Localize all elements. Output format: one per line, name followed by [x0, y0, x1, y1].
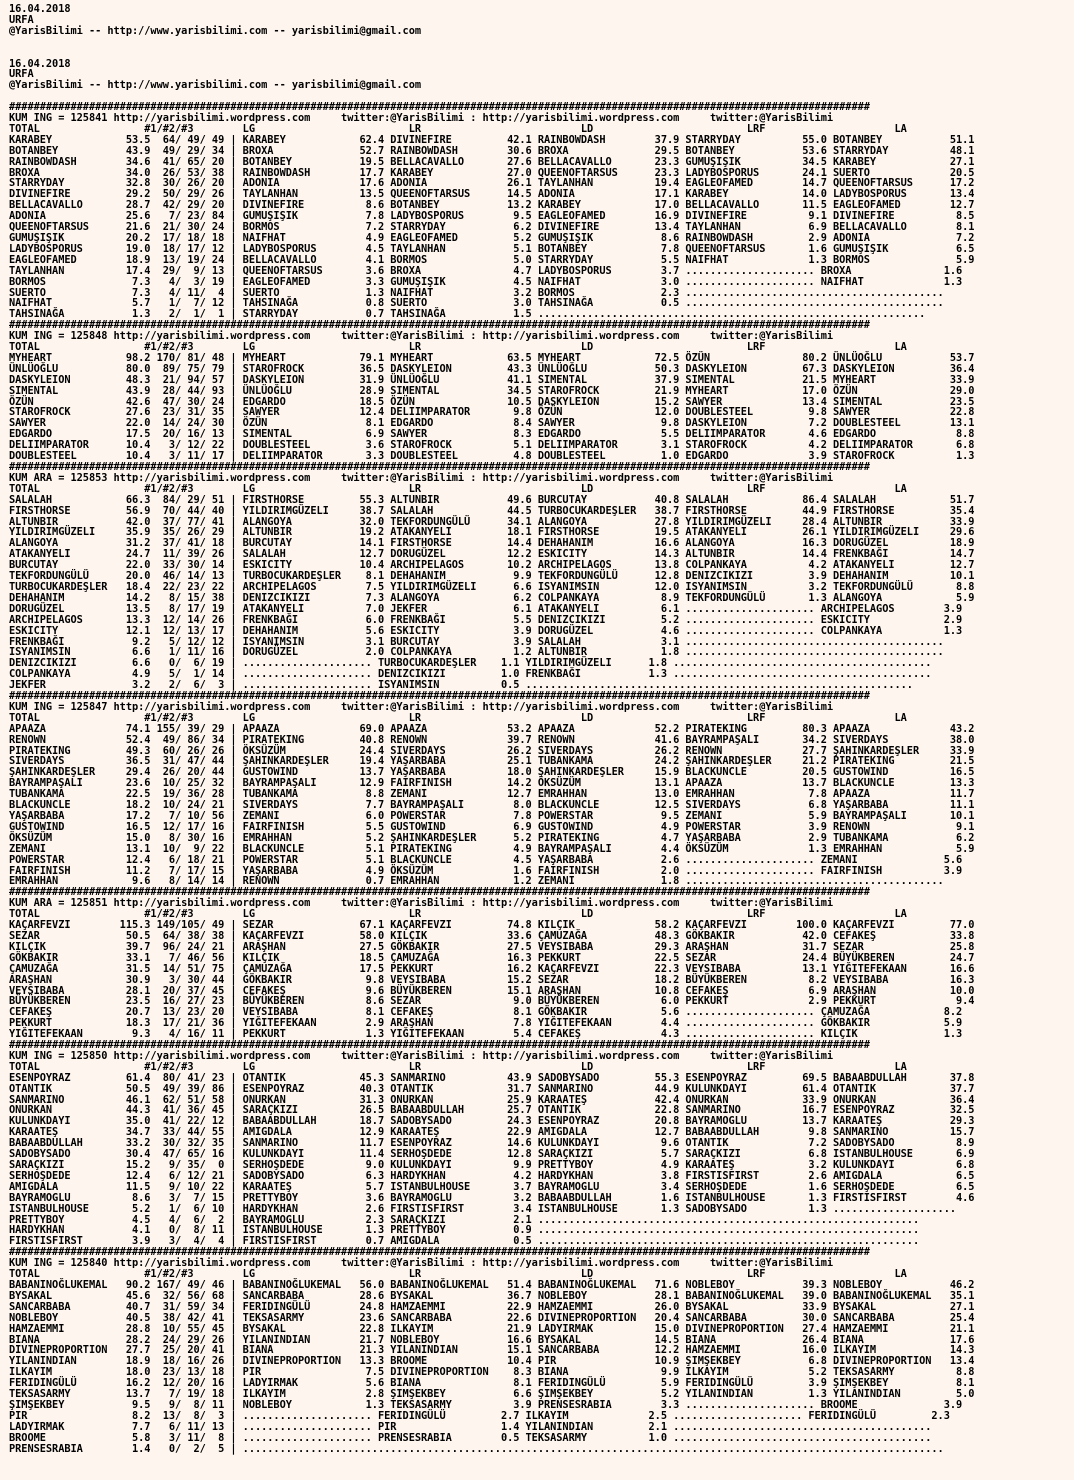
table-row: ILKAYIM 18.0 23/ 13/ 18 | PIR 7.5 DIVINEPROPORTION 8.3 BIANA 9.9 ILKAYIM 5.2 TEKSASARMY 8.8 — [9, 1366, 975, 1379]
table-row: KILÇIK 39.7 96/ 24/ 21 | ARAŞHAN 27.5 GÖKBAKIR 27.5 VEYSIBABA 29.3 ARAŞHAN 31.7 SEZAR 25.8 — [9, 940, 975, 953]
table-row: SEZAR 50.5 64/ 38/ 38 | KAÇARFEVZI 58.0 KILÇIK 33.6 ÇAMUZAĞA 48.3 GÖKBAKIR 42.0 CEFAKEŞ 33.8 — [9, 929, 975, 942]
table-row: STAROFROCK 27.6 23/ 31/ 35 | SAWYER 12.4 DELIIMPARATOR 9.8 ÖZÜN 12.0 DOUBLESTEEL 9.8 SAWYER 22.8 — [9, 406, 975, 419]
header-spacer — [9, 48, 1071, 59]
table-row: BIANA 28.2 24/ 29/ 26 | YILANINDIAN 21.7 NOBLEBOY 16.6 BYSAKAL 14.5 BIANA 26.4 BIANA 17.6 — [9, 1333, 975, 1346]
table-row: BABANINOĞLUKEMAL 90.2 167/ 49/ 46 | BABANINOĞLUKEMAL 56.0 BABANINOĞLUKEMAL 51.4 BABANINOĞLUKEMAL 71.6 NOBLEBOY 39.3 NOBLEBOY 46.2 — [9, 1278, 975, 1291]
header-block-1 — [9, 4, 1071, 37]
table-row: POWERSTAR 12.4 6/ 18/ 21 | POWERSTAR 5.1 BLACKUNCLE 4.5 YAŞARBABA 2.6 ..................... ZEMANI 5.6 — [9, 853, 963, 866]
separator-line: ############################################################################################################################################ — [9, 691, 870, 702]
separator-line: ############################################################################################################################################ — [9, 102, 870, 114]
table-row: FIRSTISFIRST 3.9 3/ 4/ 4 | FIRSTISFIRST 0.7 AMIGDALA 0.5 .............................................................. — [9, 1235, 920, 1248]
table-row: ŞIMŞEKBEY 9.5 9/ 8/ 11 | NOBLEBOY 1.3 TEKSASARMY 3.9 PRENSESRABIA 3.3 ..................... BROOME 3.9 — [9, 1398, 963, 1411]
table-row: ATAKANYELI 24.7 11/ 39/ 26 | SALALAH 12.7 DORUGÜZEL 12.2 ESKICITY 14.3 ALTUNBIR 14.4 FRENKBAĞI 14.7 — [9, 548, 975, 561]
table-row: APAAZA 74.1 155/ 39/ 29 | APAAZA 69.0 APAAZA 53.2 APAAZA 52.2 PIRATEKING 80.3 APAAZA 43.2 — [9, 722, 975, 735]
table-row: DORUGÜZEL 13.5 8/ 17/ 19 | ATAKANYELI 7.0 JEKFER 6.1 ATAKANYELI 6.1 ..................... ARCHIPELAGOS 3.9 — [9, 602, 963, 615]
table-row: DIVINEFIRE 29.2 50/ 29/ 26 | TAYLANHAN 13.5 QUEENOFTARSUS 14.5 ADONIA 17.1 KARABEY 14.0 LADYBOSPORUS 13.4 — [9, 188, 975, 201]
table-row: GUMUŞIŞIK 20.2 17/ 18/ 18 | NAIFHAT 4.9 EAGLEOFAMED 5.2 GUMUŞIŞIK 8.6 RAINBOWDASH 2.9 ADONIA 7.2 — [9, 231, 975, 244]
table-row: TAYLANHAN 17.4 29/ 9/ 13 | QUEENOFTARSUS 3.6 BROXA 4.7 LADYBOSPORUS 3.7 ..................... BROXA 1.6 — [9, 264, 963, 277]
table-row: BROXA 34.0 26/ 53/ 38 | RAINBOWDASH 17.7 KARABEY 27.0 QUEENOFTARSUS 23.3 LADYBOSPORUS 24.1 SUERTO 20.5 — [9, 166, 975, 179]
header-contact: @YarisBilimi -- http://www.yarisbilimi.com -- yarisbilimi@gmail.com — [9, 79, 422, 92]
table-row: KARABEY 53.5 64/ 49/ 49 | KARABEY 62.4 DIVINEFIRE 42.1 RAINBOWDASH 37.9 STARRYDAY 55.0 BOTANBEY 51.1 — [9, 133, 975, 146]
race-report-document — [9, 4, 1071, 1478]
table-row: SIVERDAYS 36.5 31/ 47/ 44 | ŞAHINKARDEŞLER 19.4 YAŞARBABA 25.1 TUBANKAMA 24.2 ŞAHINKARDEŞLER 21.2 PIRATEKING 21.5 — [9, 755, 975, 768]
header-contact: @YarisBilimi -- http://www.yarisbilimi.com -- yarisbilimi@gmail.com — [9, 24, 422, 37]
race-block — [9, 1247, 1071, 1454]
table-row: SADOBYSADO 30.4 47/ 65/ 16 | KULUNKDAYI 11.4 SERHOŞDEDE 12.8 SARAÇKIZI 5.7 SARAÇKIZI 6.8 ISTANBULHOUSE 6.9 — [9, 1148, 975, 1161]
table-row: DENIZCIKIZI 6.6 0/ 6/ 19 | ..................... TURBOCUKARDEŞLER 1.1 YILDIRIMGÜZELI 1.8 .......................................... — [9, 657, 932, 670]
table-row: DELIIMPARATOR 10.4 3/ 12/ 22 | DOUBLESTEEL 3.6 STAROFROCK 5.1 DELIIMPARATOR 3.1 STAROFROCK 4.2 DELIIMPARATOR 6.8 — [9, 439, 975, 452]
table-row: DASKYLEION 48.3 21/ 94/ 57 | DASKYLEION 31.9 ÜNLÜOĞLU 41.1 SIMENTAL 37.9 SIMENTAL 21.5 MYHEART 33.9 — [9, 373, 975, 386]
table-row: OTANTIK 50.5 49/ 39/ 86 | ESENPOYRAZ 40.3 OTANTIK 31.7 SANMARINO 44.9 KULUNKDAYI 61.4 OTANTIK 37.7 — [9, 1082, 975, 1095]
race-title: KUM ING = 125847 http://yarisbilimi.wordpress.com twitter:@YarisBilimi : http://yarisbilimi.wordpress.com twitter:@YarisBilimi — [9, 700, 834, 713]
table-row: BURCUTAY 22.0 33/ 30/ 14 | ESKICITY 10.4 ARCHIPELAGOS 10.2 ARCHIPELAGOS 13.8 COLPANKAYA 4.2 ATAKANYELI 12.7 — [9, 559, 975, 572]
table-row: VEYSIBABA 28.1 20/ 37/ 45 | CEFAKEŞ 9.6 BÜYÜKBEREN 15.1 ARAŞHAN 10.8 CEFAKEŞ 6.9 ARAŞHAN 10.0 — [9, 984, 975, 997]
race-title: KUM ING = 125850 http://yarisbilimi.wordpress.com twitter:@YarisBilimi : http://yarisbilimi.wordpress.com twitter:@YarisBilimi — [9, 1049, 834, 1062]
table-row: KULUNKDAYI 35.0 41/ 22/ 12 | BABAABDULLAH 18.7 SADOBYSADO 24.3 ESENPOYRAZ 20.8 BAYRAMOGLU 13.7 KARAATEŞ 29.3 — [9, 1115, 975, 1128]
race-block — [9, 1040, 1071, 1247]
header-spacer — [9, 91, 1071, 102]
table-row: PRENSESRABIA 1.4 0/ 2/ 5 | .................................................................................................................. — [9, 1442, 944, 1455]
table-row: NAIFHAT 5.7 1/ 7/ 12 | TAHSINAĞA 0.8 SUERTO 3.0 TAHSINAĞA 0.5 .......................................... — [9, 297, 944, 310]
table-row: STARRYDAY 32.8 30/ 26/ 20 | ADONIA 17.6 ADONIA 26.1 TAYLANHAN 19.4 EAGLEOFAMED 14.7 QUEENOFTARSUS 17.2 — [9, 177, 975, 190]
table-row: PRETTYBOY 4.5 4/ 6/ 2 | BAYRAMOGLU 2.3 SARAÇKIZI 2.1 .............................................................. — [9, 1213, 920, 1226]
header-date: 16.04.2018 — [9, 57, 71, 70]
table-row: BAYRAMOGLU 8.6 3/ 7/ 15 | PRETTYBOY 3.6 BAYRAMOGLU 3.2 BABAABDULLAH 1.6 ISTANBULHOUSE 1.3 FIRSTISFIRST 4.6 — [9, 1191, 975, 1204]
table-row: PIRATEKING 49.3 60/ 26/ 26 | ÖKSÜZÜM 24.4 SIVERDAYS 26.2 SIVERDAYS 26.2 RENOWN 27.7 ŞAHINKARDEŞLER 33.9 — [9, 744, 975, 757]
table-row: BLACKUNCLE 18.2 10/ 24/ 21 | SIVERDAYS 7.7 BAYRAMPAŞALI 8.0 BLACKUNCLE 12.5 SIVERDAYS 6.8 YAŞARBABA 11.1 — [9, 799, 975, 812]
table-row: YILDIRIMGÜZELI 35.9 35/ 26/ 29 | ALTUNBIR 19.2 ATAKANYELI 18.1 FIRSTHORSE 19.5 ATAKANYELI 26.1 YILDIRIMGÜZELI 29.6 — [9, 526, 975, 539]
table-row: HARDYKHAN 4.1 0/ 8/ 11 | ISTANBULHOUSE 1.3 PRETTYBOY 0.9 .............................................................. — [9, 1224, 920, 1237]
table-row: DIVINEPROPORTION 27.7 25/ 20/ 41 | BIANA 21.3 YILANINDIAN 15.1 SANCARBABA 12.2 HAMZAEMMI 16.0 ILKAYIM 14.3 — [9, 1344, 975, 1357]
table-row: RENOWN 52.4 49/ 86/ 34 | PIRATEKING 40.8 RENOWN 39.7 RENOWN 41.6 BAYRAMPAŞALI 34.2 SIVERDAYS 38.0 — [9, 733, 975, 746]
table-row: BROOME 5.8 3/ 11/ 8 | ..................... PRENSESRABIA 0.5 TEKSASARMY 1.0 .......................................... — [9, 1431, 932, 1444]
table-row: DOUBLESTEEL 10.4 3/ 11/ 17 | DELIIMPARATOR 3.3 DOUBLESTEEL 4.8 DOUBLESTEEL 1.0 EDGARDO 3.9 STAROFROCK 1.3 — [9, 450, 975, 463]
table-row: EAGLEOFAMED 18.9 13/ 19/ 24 | BELLACAVALLO 4.1 BORMOS 5.0 STARRYDAY 5.5 NAIFHAT 1.3 BORMOS 5.9 — [9, 253, 975, 266]
table-row: ISYANIMSIN 6.6 1/ 11/ 16 | DORUGÜZEL 2.0 COLPANKAYA 1.2 ALTUNBIR 1.8 .......................................... — [9, 646, 944, 659]
table-row: KAÇARFEVZI 115.3 149/105/ 49 | SEZAR 67.1 KAÇARFEVZI 74.8 KILÇIK 58.2 KAÇARFEVZI 100.0 KAÇARFEVZI 77.0 — [9, 919, 975, 932]
table-row: NOBLEBOY 40.5 38/ 42/ 41 | TEKSASARMY 23.6 SANCARBABA 22.6 DIVINEPROPORTION 20.4 SANCARBABA 30.0 SANCARBABA 25.4 — [9, 1311, 975, 1324]
table-row: TAHSINAĞA 1.3 2/ 1/ 1 | STARRYDAY 0.7 TAHSINAĞA 1.5 ............................................................... — [9, 308, 926, 321]
table-row: KARAATEŞ 34.7 33/ 44/ 55 | AMIGDALA 12.9 KARAATEŞ 22.9 AMIGDALA 12.7 BABAABDULLAH 9.8 SANMARINO 15.7 — [9, 1126, 975, 1139]
table-row: ALANGOYA 31.2 37/ 41/ 18 | BURCUTAY 14.1 FIRSTHORSE 14.4 DEHAHANIM 16.6 ALANGOYA 16.3 DORUGÜZEL 18.9 — [9, 537, 975, 550]
header-city: URFA — [9, 13, 34, 26]
separator-line: ############################################################################################################################################ — [9, 1040, 870, 1051]
table-row: JEKFER 3.2 2/ 6/ 3 | ..................... ISYANIMSIN 0.5 ............................................................... — [9, 679, 913, 692]
race-title: KUM ING = 125840 http://yarisbilimi.wordpress.com twitter:@YarisBilimi : http://yarisbilimi.wordpress.com twitter:@YarisBilimi — [9, 1257, 834, 1270]
table-row: YAŞARBABA 17.2 7/ 10/ 56 | ZEMANI 6.0 POWERSTAR 7.8 POWERSTAR 9.5 ZEMANI 5.9 BAYRAMPAŞALI 10.1 — [9, 810, 975, 823]
table-row: YILANINDIAN 18.9 18/ 16/ 26 | DIVINEPROPORTION 13.3 BROOME 10.4 PIR 10.9 ŞIMŞEKBEY 6.8 DIVINEPROPORTION 13.4 — [9, 1355, 975, 1368]
table-row: CEFAKEŞ 20.7 13/ 23/ 20 | VEYSIBABA 8.1 CEFAKEŞ 8.1 GÖKBAKIR 5.6 ..................... ÇAMUZAĞA 8.2 — [9, 1006, 963, 1019]
table-row: BOTANBEY 43.9 49/ 29/ 34 | BROXA 52.7 RAINBOWDASH 30.6 BROXA 29.5 BOTANBEY 53.6 STARRYDAY 48.1 — [9, 144, 975, 157]
table-row: TUBANKAMA 22.5 19/ 36/ 28 | TUBANKAMA 8.8 ZEMANI 12.7 EMRAHHAN 13.0 EMRAHHAN 7.8 APAAZA 11.7 — [9, 788, 975, 801]
table-row: SALALAH 66.3 84/ 29/ 51 | FIRSTHORSE 55.3 ALTUNBIR 49.6 BURCUTAY 40.8 SALALAH 86.4 SALALAH 51.7 — [9, 493, 975, 506]
race-block — [9, 102, 1071, 320]
table-row: BAYRAMPAŞALI 23.6 10/ 25/ 32 | BAYRAMPAŞALI 12.9 FAIRFINISH 14.2 ÖKSÜZÜM 13.1 APAAZA 13.7 BLACKUNCLE 13.3 — [9, 777, 975, 790]
column-headers: TOTAL #1/#2/#3 LG LR LD LRF LA — [9, 341, 907, 354]
header-block-2 — [9, 59, 1071, 92]
header-city: URFA — [9, 68, 34, 81]
table-row: TURBOCUKARDEŞLER 18.4 22/ 23/ 22 | ARCHIPELAGOS 7.5 YILDIRIMGÜZELI 6.6 ISYANIMSIN 12.0 ISYANIMSIN 3.2 TEKFORDUNGÜLÜ 8.8 — [9, 580, 975, 593]
column-headers: TOTAL #1/#2/#3 LG LR LD LRF LA — [9, 1060, 907, 1073]
table-row: ÜNLÜOĞLU 80.0 89/ 75/ 79 | STAROFROCK 36.5 DASKYLEION 43.3 ÜNLÜOĞLU 50.3 DASKYLEION 67.3 DASKYLEION 36.4 — [9, 362, 975, 375]
separator-line: ############################################################################################################################################ — [9, 320, 870, 332]
table-row: EDGARDO 17.5 20/ 16/ 13 | SIMENTAL 6.9 SAWYER 8.3 EDGARDO 5.5 DELIIMPARATOR 4.6 EDGARDO 8.8 — [9, 428, 975, 441]
header-date: 16.04.2018 — [9, 4, 71, 15]
table-row: ŞAHINKARDEŞLER 29.4 26/ 20/ 44 | GUSTOWIND 13.7 YAŞARBABA 18.0 ŞAHINKARDEŞLER 15.9 BLACKUNCLE 20.5 GUSTOWIND 16.5 — [9, 766, 975, 779]
table-row: BORMOS 7.3 4/ 3/ 19 | EAGLEOFAMED 3.3 GUMUŞIŞIK 4.5 NAIFHAT 3.0 ..................... NAIFHAT 1.3 — [9, 275, 963, 288]
table-row: SANMARINO 46.1 62/ 51/ 58 | ONURKAN 31.3 ONURKAN 25.9 KARAATEŞ 42.4 ONURKAN 33.9 ONURKAN 36.4 — [9, 1093, 975, 1106]
table-row: ÖKSÜZÜM 15.0 8/ 30/ 16 | EMRAHHAN 5.2 ŞAHINKARDEŞLER 5.2 PIRATEKING 4.7 YAŞARBABA 2.9 TUBANKAMA 6.2 — [9, 831, 975, 844]
race-block — [9, 462, 1071, 691]
table-row: ESKICITY 12.1 12/ 13/ 17 | DEHAHANIM 5.6 ESKICITY 3.9 DORUGÜZEL 4.6 ..................... COLPANKAYA 1.3 — [9, 624, 963, 637]
race-title: KUM ARA = 125853 http://yarisbilimi.wordpress.com twitter:@YarisBilimi : http://yarisbilimi.wordpress.com twitter:@YarisBilimi — [9, 471, 834, 484]
table-row: LADYIRMAK 7.7 6/ 11/ 13 | ..................... PIR 1.4 YILANINDIAN 2.1 .......................................... — [9, 1420, 932, 1433]
table-row: ADONIA 25.6 7/ 23/ 84 | GUMUŞIŞIK 7.8 LADYBOSPORUS 9.5 EAGLEOFAMED 16.9 DIVINEFIRE 9.1 DIVINEFIRE 8.5 — [9, 210, 975, 223]
race-tables — [9, 102, 1071, 1454]
table-row: FRENKBAĞI 9.2 5/ 12/ 12 | ISYANIMSIN 3.1 BURCUTAY 3.9 SALALAH 3.1 .......................................... — [9, 635, 944, 648]
column-headers: TOTAL #1/#2/#3 LG LR LD LRF LA — [9, 1268, 907, 1281]
table-row: ESENPOYRAZ 61.4 80/ 41/ 23 | OTANTIK 45.3 SANMARINO 43.9 SADOBYSADO 55.3 ESENPOYRAZ 69.5 BABAABDULLAH 37.8 — [9, 1071, 975, 1084]
column-headers: TOTAL #1/#2/#3 LG LR LD LRF LA — [9, 711, 907, 724]
table-row: PIR 8.2 13/ 8/ 3 | ..................... FERIDINGÜLÜ 2.7 ILKAYIM 2.5 ..................... FERIDINGÜLÜ 2.3 — [9, 1409, 950, 1422]
table-row: SAWYER 22.0 14/ 24/ 30 | ÖZÜN 8.1 EDGARDO 8.4 SAWYER 9.8 DASKYLEION 7.2 DOUBLESTEEL 13.1 — [9, 417, 975, 430]
race-title: KUM ING = 125841 http://yarisbilimi.wordpress.com twitter:@YarisBilimi : http://yarisbilimi.wordpress.com twitter:@YarisBilimi — [9, 112, 834, 125]
table-row: SIMENTAL 43.9 28/ 44/ 93 | ÜNLÜOĞLU 28.9 SIMENTAL 34.5 STAROFROCK 21.9 MYHEART 17.0 ÖZÜN 29.0 — [9, 384, 975, 397]
table-row: BYSAKAL 45.6 32/ 56/ 68 | SANCARBABA 28.6 BYSAKAL 36.7 NOBLEBOY 28.1 BABANINOĞLUKEMAL 39.0 BABANINOĞLUKEMAL 35.1 — [9, 1289, 975, 1302]
table-row: PEKKURT 18.3 17/ 21/ 36 | YIĞITEFEKAAN 2.9 ARAŞHAN 7.8 YIĞITEFEKAAN 4.4 ..................... GÖKBAKIR 5.9 — [9, 1017, 963, 1030]
table-row: ZEMANI 13.1 10/ 9/ 22 | BLACKUNCLE 5.1 PIRATEKING 4.9 BAYRAMPAŞALI 4.4 ÖKSÜZÜM 1.3 EMRAHHAN 5.9 — [9, 842, 975, 855]
table-row: ONURKAN 44.3 41/ 36/ 45 | SARAÇKIZI 26.5 BABAABDULLAH 25.7 OTANTIK 22.8 SANMARINO 16.7 ESENPOYRAZ 32.5 — [9, 1104, 975, 1117]
table-row: ARAŞHAN 30.9 3/ 30/ 44 | GÖKBAKIR 9.8 VEYSIBABA 15.2 SEZAR 18.2 BÜYÜKBEREN 8.2 VEYSIBABA 16.3 — [9, 973, 975, 986]
race-title: KUM ING = 125848 http://yarisbilimi.wordpress.com twitter:@YarisBilimi : http://yarisbilimi.wordpress.com twitter:@YarisBilimi — [9, 330, 834, 343]
column-headers: TOTAL #1/#2/#3 LG LR LD LRF LA — [9, 122, 907, 135]
separator-line: ############################################################################################################################################ — [9, 1247, 870, 1259]
table-row: ÇAMUZAĞA 31.5 14/ 51/ 75 | ÇAMUZAĞA 17.5 PEKKURT 16.2 KAÇARFEVZI 22.3 VEYSIBABA 13.1 YIĞITEFEKAAN 16.6 — [9, 962, 975, 975]
table-row: MYHEART 98.2 170/ 81/ 48 | MYHEART 79.1 MYHEART 63.5 MYHEART 72.5 ÖZÜN 80.2 ÜNLÜOĞLU 53.7 — [9, 351, 975, 364]
table-row: SANCARBABA 40.7 31/ 59/ 34 | FERIDINGÜLÜ 24.8 HAMZAEMMI 22.9 HAMZAEMMI 26.0 BYSAKAL 33.9 BYSAKAL 27.1 — [9, 1300, 975, 1313]
table-row: AMIGDALA 11.5 9/ 10/ 22 | KARAATEŞ 5.7 ISTANBULHOUSE 3.7 BAYRAMOGLU 3.4 SERHOŞDEDE 1.6 SERHOŞDEDE 6.5 — [9, 1180, 975, 1193]
table-row: SUERTO 7.3 4/ 11/ 4 | SUERTO 1.3 NAIFHAT 3.2 BORMOS 2.3 .......................................... — [9, 286, 944, 299]
table-row: BABAABDULLAH 33.2 30/ 32/ 35 | SANMARINO 11.7 ESENPOYRAZ 14.6 KULUNKDAYI 9.6 OTANTIK 7.2 SADOBYSADO 8.9 — [9, 1137, 975, 1150]
column-headers: TOTAL #1/#2/#3 LG LR LD LRF LA — [9, 482, 907, 495]
table-row: FAIRFINISH 11.2 7/ 17/ 15 | YAŞARBABA 4.9 ÖKSÜZÜM 1.6 FAIRFINISH 2.0 ..................... FAIRFINISH 3.9 — [9, 864, 963, 877]
header-spacer — [9, 37, 1071, 48]
table-row: QUEENOFTARSUS 21.6 21/ 30/ 24 | BORMOS 7.2 STARRYDAY 6.2 DIVINEFIRE 13.4 TAYLANHAN 6.9 BELLACAVALLO 8.1 — [9, 221, 975, 234]
table-row: HAMZAEMMI 28.8 10/ 55/ 45 | BYSAKAL 22.8 ILKAYIM 21.9 LADYIRMAK 15.0 DIVINEPROPORTION 27.4 HAMZAEMMI 21.1 — [9, 1322, 975, 1335]
table-row: GUSTOWIND 16.5 12/ 17/ 16 | FAIRFINISH 5.5 GUSTOWIND 6.9 GUSTOWIND 4.9 POWERSTAR 3.9 RENOWN 9.1 — [9, 820, 975, 833]
race-block — [9, 691, 1071, 887]
table-row: YIĞITEFEKAAN 9.3 4/ 16/ 11 | PEKKURT 1.3 YIĞITEFEKAAN 5.4 CEFAKEŞ 4.3 ..................... KILÇIK 1.3 — [9, 1028, 963, 1041]
race-block — [9, 320, 1071, 462]
table-row: TEKSASARMY 13.7 7/ 19/ 18 | ILKAYIM 2.8 ŞIMŞEKBEY 6.6 ŞIMŞEKBEY 5.2 YILANINDIAN 1.3 YILANINDIAN 5.0 — [9, 1388, 975, 1401]
table-row: BELLACAVALLO 28.7 42/ 29/ 20 | DIVINEFIRE 8.6 BOTANBEY 13.2 KARABEY 17.0 BELLACAVALLO 11.5 EAGLEOFAMED 12.7 — [9, 199, 975, 212]
race-title: KUM ARA = 125851 http://yarisbilimi.wordpress.com twitter:@YarisBilimi : http://yarisbilimi.wordpress.com twitter:@YarisBilimi — [9, 897, 834, 910]
separator-line: ############################################################################################################################################ — [9, 462, 870, 473]
table-row: GÖKBAKIR 33.1 7/ 46/ 56 | KILÇIK 18.5 ÇAMUZAĞA 16.3 PEKKURT 22.5 SEZAR 24.4 BÜYÜKBEREN 24.7 — [9, 951, 975, 964]
table-row: ISTANBULHOUSE 5.2 1/ 6/ 10 | HARDYKHAN 2.6 FIRSTISFIRST 3.4 ISTANBULHOUSE 1.3 SADOBYSADO 1.3 .................... — [9, 1202, 956, 1215]
table-row: FIRSTHORSE 56.9 70/ 44/ 40 | YILDIRIMGÜZELI 38.7 SALALAH 44.5 TURBOCUKARDEŞLER 38.7 FIRSTHORSE 44.9 FIRSTHORSE 35.4 — [9, 504, 975, 517]
table-row: ALTUNBIR 42.0 37/ 77/ 41 | ALANGOYA 32.0 TEKFORDUNGÜLÜ 34.1 ALANGOYA 27.8 YILDIRIMGÜZELI 28.4 ALTUNBIR 33.9 — [9, 515, 975, 528]
column-headers: TOTAL #1/#2/#3 LG LR LD LRF LA — [9, 908, 907, 921]
table-row: SARAÇKIZI 15.2 9/ 35/ 0 | SERHOŞDEDE 9.0 KULUNKDAYI 9.9 PRETTYBOY 4.9 KARAATEŞ 3.2 KULUNKDAYI 6.8 — [9, 1159, 975, 1172]
table-row: SERHOŞDEDE 12.4 6/ 12/ 21 | SADOBYSADO 6.3 HARDYKHAN 4.2 HARDYKHAN 3.8 FIRSTISFIRST 2.6 AMIGDALA 6.5 — [9, 1169, 975, 1182]
table-row: DEHAHANIM 14.2 8/ 15/ 38 | DENIZCIKIZI 7.3 ALANGOYA 6.2 COLPANKAYA 8.9 TEKFORDUNGÜLÜ 1.3 ALANGOYA 5.9 — [9, 591, 975, 604]
table-row: COLPANKAYA 4.9 5/ 1/ 14 | ..................... DENIZCIKIZI 1.0 FRENKBAĞI 1.3 .......................................... — [9, 668, 932, 681]
table-row: BÜYÜKBEREN 23.5 16/ 27/ 23 | BÜYÜKBEREN 8.6 SEZAR 9.0 BÜYÜKBEREN 6.0 PEKKURT 2.9 PEKKURT 9.4 — [9, 995, 975, 1008]
separator-line: ############################################################################################################################################ — [9, 887, 870, 899]
table-row: EMRAHHAN 9.6 8/ 14/ 14 | RENOWN 0.7 EMRAHHAN 1.2 ZEMANI 1.8 .......................................... — [9, 875, 944, 888]
table-row: TEKFORDUNGÜLÜ 20.0 46/ 14/ 13 | TURBOCUKARDEŞLER 8.1 DEHAHANIM 9.9 TEKFORDUNGÜLÜ 12.8 DENIZCIKIZI 3.9 DEHAHANIM 10.1 — [9, 570, 975, 583]
table-row: FERIDINGÜLÜ 16.2 12/ 20/ 16 | LADYIRMAK 5.6 BIANA 8.1 FERIDINGÜLÜ 5.9 FERIDINGÜLÜ 3.9 ŞIMŞEKBEY 8.1 — [9, 1377, 975, 1390]
table-row: LADYBOSPORUS 19.0 18/ 17/ 12 | LADYBOSPORUS 4.5 TAYLANHAN 5.1 BOTANBEY 7.8 QUEENOFTARSUS 1.6 GUMUŞIŞIK 6.5 — [9, 242, 975, 255]
table-row: ARCHIPELAGOS 13.3 12/ 14/ 26 | FRENKBAĞI 6.0 FRENKBAĞI 5.5 DENIZCIKIZI 5.2 ..................... ESKICITY 2.9 — [9, 613, 963, 626]
race-block — [9, 887, 1071, 1040]
table-row: ÖZÜN 42.6 47/ 30/ 24 | EDGARDO 18.5 ÖZÜN 10.5 DASKYLEION 15.2 SAWYER 13.4 SIMENTAL 23.5 — [9, 395, 975, 408]
table-row: RAINBOWDASH 34.6 41/ 65/ 20 | BOTANBEY 19.5 BELLACAVALLO 27.6 BELLACAVALLO 23.3 GUMUŞIŞIK 34.5 KARABEY 27.1 — [9, 155, 975, 168]
